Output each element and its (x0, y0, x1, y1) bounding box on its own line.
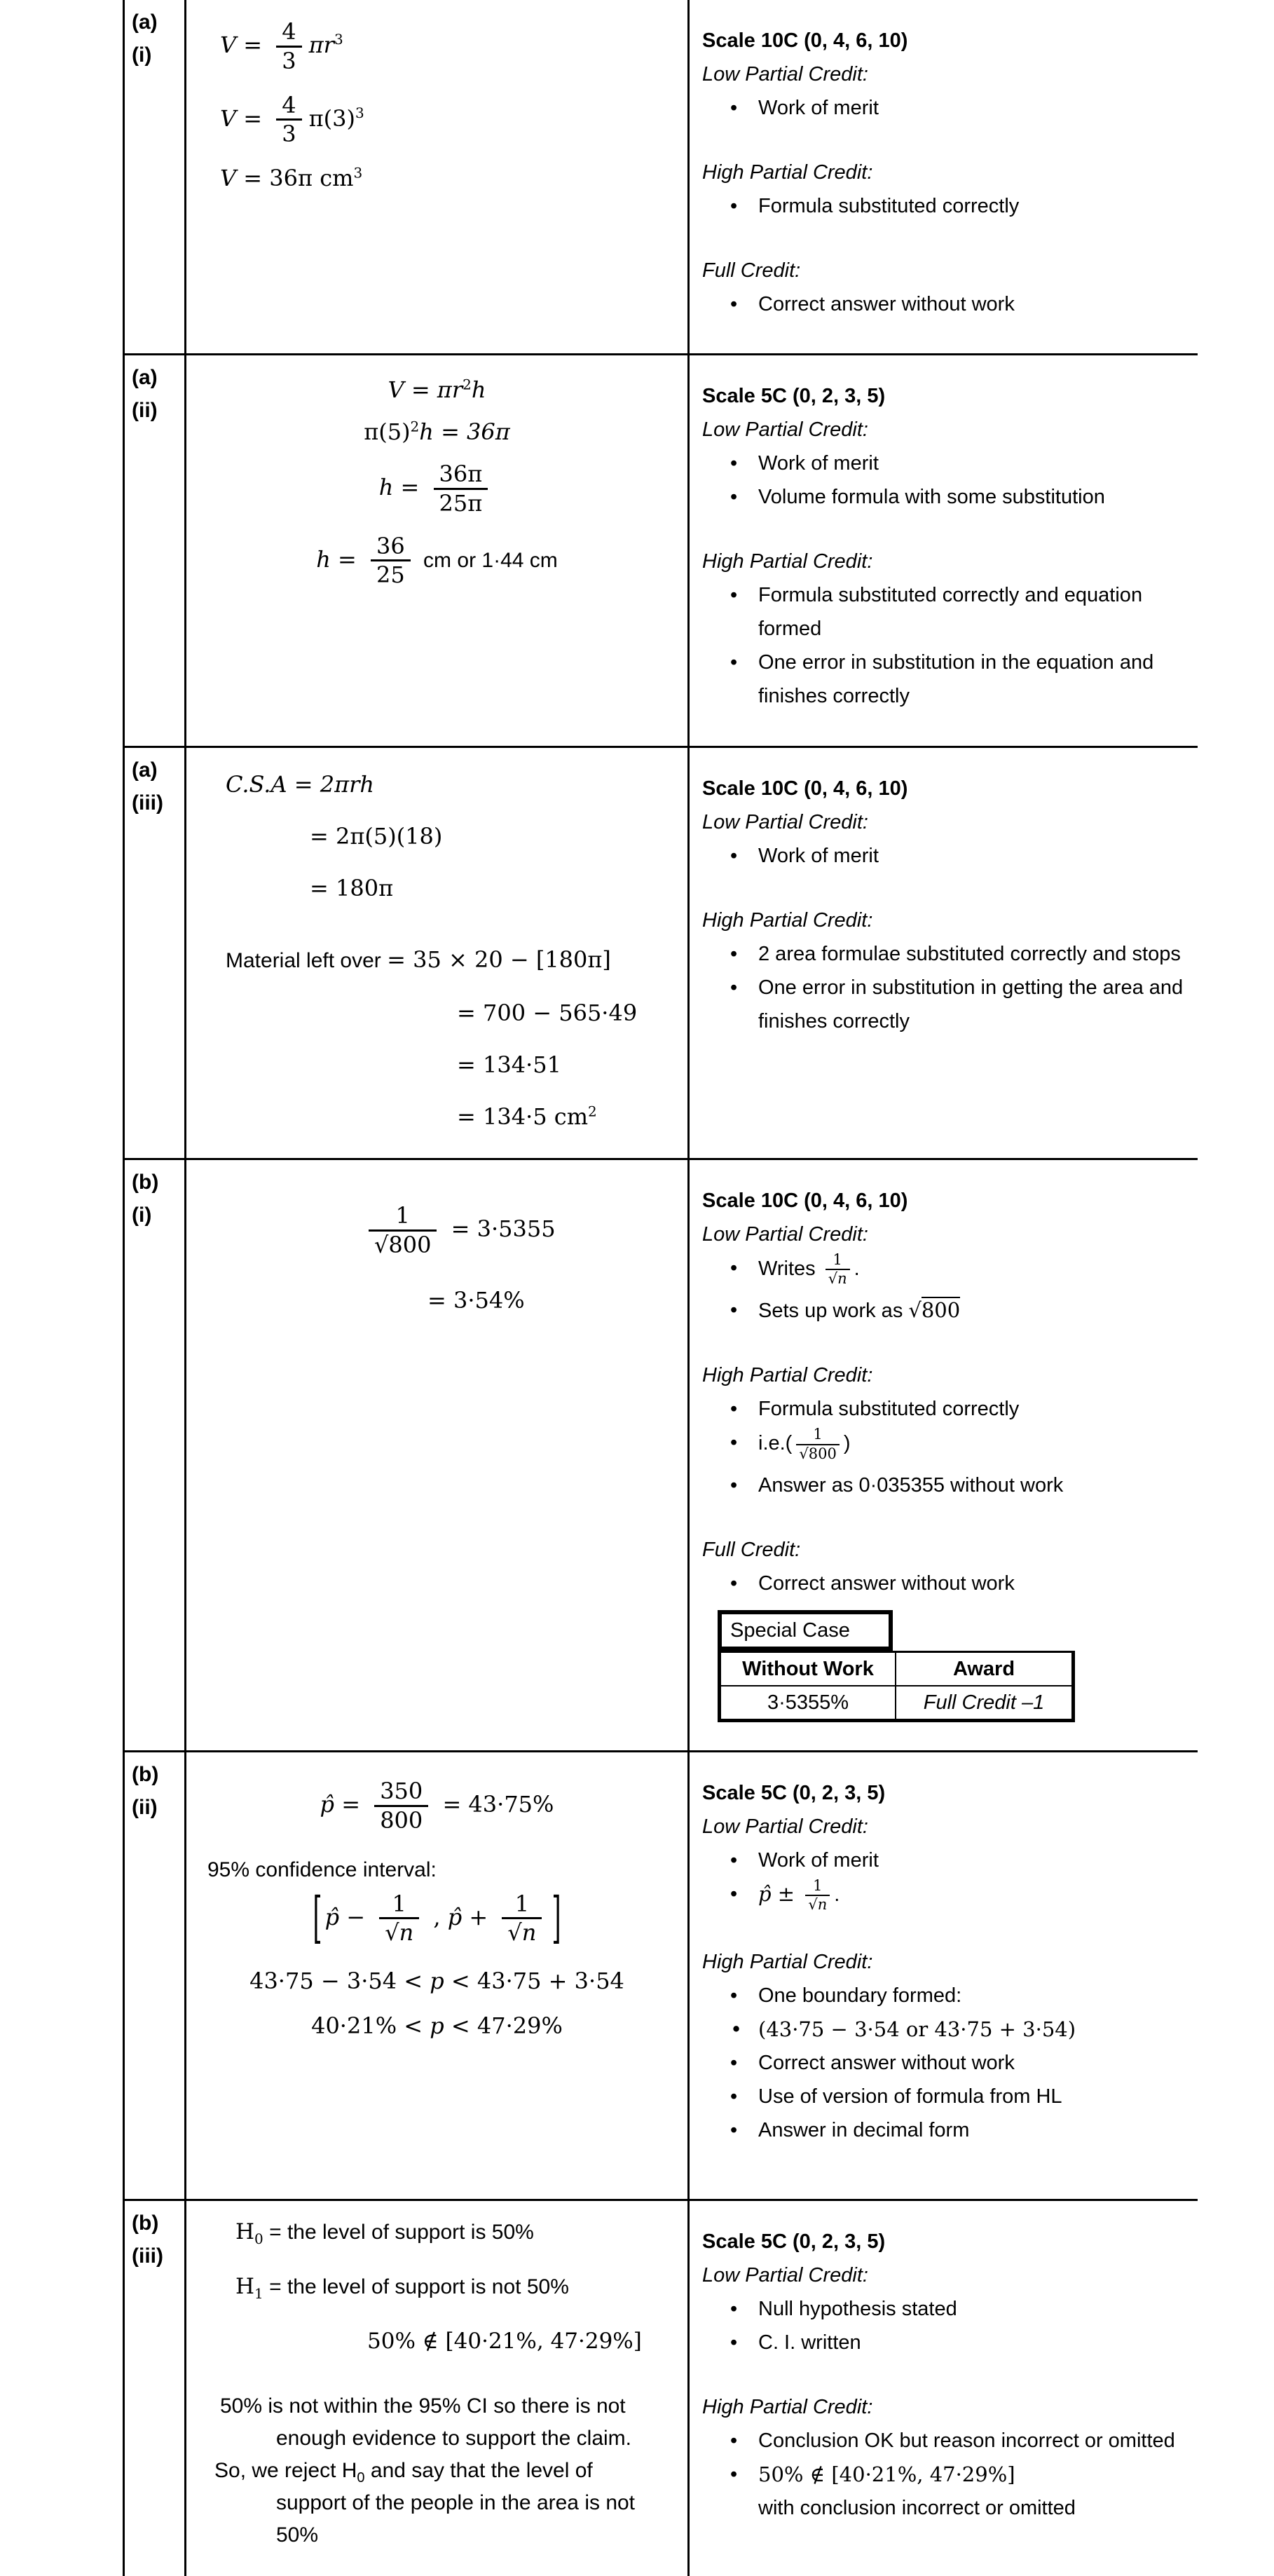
special-case-header: Special Case (718, 1610, 893, 1651)
formula-line (186, 2012, 687, 2039)
radical-sign: √ (828, 1270, 838, 1288)
part-label-sub: (ii) (132, 1796, 158, 1819)
math-text: 43·75 − 3·54 < (249, 1968, 430, 1995)
credit-bullet: • One boundary formed: (702, 1979, 1185, 2012)
math-var: V (220, 31, 237, 58)
fraction-numerator: 350 (380, 1778, 423, 1804)
part-label-sub: (i) (132, 1204, 152, 1227)
high-partial-credit-heading: High Partial Credit: (702, 1950, 873, 1973)
scale-cell (690, 1752, 1198, 2199)
low-partial-credit-heading: Low Partial Credit: (702, 811, 868, 833)
solution-cell (186, 2201, 690, 2576)
math-text: π(3) (308, 104, 355, 132)
solution-cell (186, 748, 690, 1158)
math-var: V (220, 165, 237, 192)
conclusion-text: 50% (276, 2523, 319, 2547)
part-label (125, 355, 186, 746)
text-line: = the level of support is not 50% (263, 2275, 569, 2298)
math-text: 40·21% < (311, 2012, 430, 2040)
math-text: = 3·54% (427, 1286, 525, 1314)
table-row (125, 748, 1198, 1160)
cell-value: 3·5355% (721, 1686, 896, 1719)
credit-bullet: • One error in substitution in getting the area and finishes correctly (702, 971, 1185, 1038)
radicand: 800 (388, 1229, 431, 1258)
credit-bullet: • Work of merit (702, 447, 1185, 480)
radicand: n (522, 1917, 537, 1946)
radicand: n (837, 1270, 847, 1288)
low-partial-credit-heading: Low Partial Credit: (702, 2264, 868, 2287)
part-label-sub: (i) (132, 43, 152, 67)
math-text: = (236, 104, 270, 132)
part-label-main: (b) (132, 1763, 159, 1786)
superscript: 2 (588, 1103, 597, 1120)
bullet-math: p̂ ± (758, 1882, 802, 1906)
scale-cell (690, 2201, 1198, 2576)
math-var: V (388, 376, 404, 403)
math-text: = 134·51 (457, 1051, 561, 1078)
fraction-denominator (805, 1895, 830, 1914)
superscript: 3 (353, 164, 363, 182)
table-row (125, 1752, 1198, 2201)
solution-cell (186, 0, 690, 353)
fraction-numerator: 36 (376, 532, 405, 559)
math-text: = 35 × 20 − [180π] (387, 946, 611, 973)
part-label (125, 1752, 186, 2199)
bullet-text: . (834, 1883, 840, 1906)
left-bracket: [ (313, 1886, 322, 1951)
formula-line (186, 2274, 687, 2303)
math-unit: cm (320, 165, 354, 192)
math-var: h (471, 376, 486, 403)
table-row (125, 1160, 1198, 1752)
math-text: = 180π (310, 875, 394, 901)
credit-bullet: • Work of merit (702, 1844, 1185, 1877)
conclusion-text: and say that the level of (364, 2459, 593, 2482)
scale-cell (690, 1160, 1198, 1750)
fraction-denominator: 3 (276, 46, 301, 75)
conclusion-text (186, 2455, 687, 2487)
scale-cell (690, 355, 1198, 746)
formula-line (220, 92, 687, 149)
column-header: Award (896, 1653, 1071, 1686)
formula-line (362, 1202, 687, 1259)
math-var: p (430, 1968, 444, 1995)
credit-bullet: • Answer as 0·035355 without work (702, 1468, 1185, 1502)
low-partial-credit-heading: Low Partial Credit: (702, 63, 868, 86)
math-unit-text: cm or 1·44 cm (417, 548, 558, 572)
superscript: 2 (463, 376, 472, 393)
part-label-main: (a) (132, 366, 158, 389)
math-text: < 47·29% (444, 2012, 563, 2040)
part-label-main: (b) (132, 1171, 159, 1194)
math-text: = (334, 1790, 368, 1818)
math-text: 50% ∉ [40·21%, 47·29%] (367, 2329, 642, 2354)
scale-title: Scale 5C (0, 2, 3, 5) (702, 2230, 886, 2253)
credit-bullet: • Formula substituted correctly (702, 189, 1185, 223)
table-row (125, 0, 1198, 355)
credit-bullet: • Null hypothesis stated (702, 2292, 1185, 2326)
credit-bullet (702, 1426, 1185, 1462)
full-credit-heading: Full Credit: (702, 259, 801, 282)
fraction (369, 1202, 437, 1259)
credit-bullet: • Work of merit (702, 91, 1185, 125)
fraction-denominator: 25 (371, 559, 411, 589)
fraction-numerator: 1 (813, 1426, 823, 1443)
credit-bullet: • Formula substituted correctly (702, 1392, 1185, 1426)
bullet-text: Writes (758, 1257, 821, 1280)
math-text: = 134·5 (457, 1103, 554, 1130)
math-unit: cm (554, 1103, 589, 1130)
formula-line (226, 821, 687, 852)
fraction (374, 1778, 428, 1834)
formula-line (186, 1968, 687, 1994)
high-partial-credit-heading: High Partial Credit: (702, 550, 873, 573)
math-text: , (426, 1903, 448, 1930)
low-partial-credit-heading: Low Partial Credit: (702, 418, 868, 441)
fraction-numerator: 36π (439, 461, 483, 487)
subscript: 0 (254, 2230, 263, 2248)
radicand: 800 (808, 1445, 837, 1462)
right-bracket: ] (552, 1886, 561, 1951)
fraction-numerator: 1 (392, 1890, 406, 1917)
radical-expression (908, 1297, 960, 1322)
math-var: p̂ (320, 1790, 335, 1818)
radical-sign: √ (808, 1896, 818, 1914)
fraction-numerator: 4 (282, 91, 296, 118)
formula-line (220, 18, 687, 75)
part-label (125, 0, 186, 353)
part-label-sub: (ii) (132, 399, 158, 422)
radical-sign: √ (799, 1445, 809, 1462)
solution-cell (186, 1160, 690, 1750)
bullet-text: . (854, 1257, 860, 1280)
column-header: Without Work (721, 1653, 896, 1686)
credit-bullet: • Volume formula with some substitution (702, 480, 1185, 514)
bullet-math: • 50% ∉ [40·21%, 47·29%] (758, 2462, 1015, 2486)
scale-title: Scale 5C (0, 2, 3, 5) (702, 1782, 886, 1804)
radical-sign: √ (507, 1919, 522, 1947)
math-text: = (236, 31, 270, 58)
formula-line (427, 1287, 687, 1314)
formula-line (226, 997, 687, 1028)
table-row (125, 2201, 1198, 2576)
math-var: p (430, 2012, 444, 2040)
scale-cell (690, 0, 1198, 353)
formula-line (186, 461, 687, 517)
credit-bullet: • 2 area formulae substituted correctly and stops (702, 937, 1185, 971)
credit-bullet: • Correct answer without work (702, 287, 1185, 321)
fraction (826, 1251, 850, 1288)
formula-line (186, 533, 687, 590)
fraction-numerator: 1 (395, 1202, 410, 1229)
credit-bullet (702, 1251, 1185, 1288)
math-text: = (393, 473, 427, 500)
fraction (371, 533, 411, 590)
credit-bullet: • Correct answer without work (702, 2046, 1185, 2080)
part-label-sub: (iii) (132, 2244, 163, 2268)
cell-value: Full Credit –1 (923, 1691, 1045, 1714)
math-var: V (220, 104, 237, 132)
fraction-numerator: 1 (833, 1251, 842, 1268)
low-partial-credit-heading: Low Partial Credit: (702, 1815, 868, 1838)
part-label-main: (a) (132, 11, 158, 34)
solution-cell (186, 355, 690, 746)
part-label-main: (a) (132, 758, 158, 782)
fraction-denominator (826, 1269, 850, 1288)
fraction-denominator (796, 1444, 839, 1463)
superscript: 3 (334, 31, 343, 48)
math-var: h (378, 473, 394, 500)
fraction (805, 1877, 830, 1914)
fraction (276, 18, 301, 75)
bullet-text: i.e.( (758, 1432, 793, 1455)
fraction-denominator (502, 1917, 542, 1947)
text-label: Material left over (226, 949, 388, 972)
math-text: = 2π(5)(18) (310, 823, 443, 850)
credit-bullet (702, 2458, 1185, 2525)
math-text: πr (308, 31, 334, 58)
math-text: = πr (404, 376, 463, 403)
text-line: 95% confidence interval: (207, 1858, 437, 1881)
math-text: h = 36π (419, 418, 510, 445)
fraction (796, 1426, 839, 1462)
credit-bullet: • Conclusion OK but reason incorrect or omitted (702, 2424, 1185, 2458)
subscript: 1 (254, 2285, 263, 2303)
formula-line (226, 944, 687, 976)
credit-bullet (702, 1877, 1185, 1914)
conclusion-text: support of the people in the area is not (276, 2491, 636, 2514)
scale-title: Scale 5C (0, 2, 3, 5) (702, 385, 886, 407)
fraction (379, 1890, 419, 1947)
math-var: h (316, 545, 331, 573)
conclusion-text: 50% is not within the 95% CI so there is not (220, 2394, 626, 2418)
superscript: 3 (355, 104, 364, 121)
math-text: = 3·5355 (444, 1215, 556, 1242)
credit-bullet: • Work of merit (702, 839, 1185, 873)
part-label-main: (b) (132, 2212, 159, 2235)
special-case-table (718, 1610, 1185, 1722)
formula-line (226, 769, 687, 800)
superscript: 2 (410, 418, 420, 435)
subscript: 0 (357, 2470, 365, 2486)
math-text: C.S.A = 2πrh (226, 771, 375, 798)
credit-bullet: • (43·75 − 3·54 or 43·75 + 3·54) (702, 2012, 1185, 2046)
formula-line (226, 1101, 687, 1132)
fraction-denominator: 3 (276, 118, 301, 148)
math-text: p̂ + (447, 1903, 495, 1930)
bullet-text: Sets up work as (758, 1300, 909, 1323)
solution-cell (186, 1752, 690, 2199)
math-var: H (235, 2219, 255, 2244)
high-partial-credit-heading: High Partial Credit: (702, 2396, 873, 2418)
math-text: < 43·75 + 3·54 (444, 1968, 624, 1995)
math-text: π(5) (364, 418, 411, 445)
fraction-denominator: 800 (374, 1805, 428, 1834)
credit-bullet: • Correct answer without work (702, 1567, 1185, 1600)
fraction-numerator: 1 (813, 1877, 823, 1895)
low-partial-credit-heading: Low Partial Credit: (702, 1223, 868, 1246)
fraction-denominator: 25π (434, 488, 488, 517)
full-credit-heading: Full Credit: (702, 1538, 801, 1561)
high-partial-credit-heading: High Partial Credit: (702, 161, 873, 184)
credit-bullet: • Use of version of formula from HL (702, 2080, 1185, 2113)
fraction (276, 92, 301, 149)
high-partial-credit-heading: High Partial Credit: (702, 909, 873, 932)
part-label (125, 748, 186, 1158)
fraction (434, 461, 488, 517)
math-text: = 43·75% (435, 1790, 554, 1818)
bullet-text: ) (843, 1432, 851, 1455)
math-text: = 36π (236, 165, 320, 192)
part-label (125, 2201, 186, 2576)
formula-line (186, 2219, 687, 2248)
math-text: = (330, 545, 364, 573)
fraction-numerator: 4 (282, 18, 296, 45)
math-var: H (235, 2274, 255, 2299)
formula-line (186, 2329, 687, 2354)
scale-title: Scale 10C (0, 4, 6, 10) (702, 1190, 908, 1212)
fraction-denominator (369, 1229, 437, 1259)
formula-line (186, 418, 687, 445)
high-partial-credit-heading: High Partial Credit: (702, 1364, 873, 1387)
radicand: n (399, 1917, 414, 1946)
formula-line (226, 1049, 687, 1080)
part-label-sub: (iii) (132, 791, 163, 815)
math-text: p̂ − (324, 1903, 373, 1930)
fraction (502, 1890, 542, 1947)
radical-sign: √ (374, 1231, 389, 1258)
credit-bullet: • One error in substitution in the equation and finishes correctly (702, 646, 1185, 713)
credit-bullet: • C. I. written (702, 2326, 1185, 2359)
math-text: = 700 − 565·49 (457, 1000, 638, 1026)
formula-line (186, 376, 687, 403)
special-case-grid (718, 1651, 1075, 1722)
radicand: n (817, 1896, 828, 1914)
text-line: = the level of support is 50% (263, 2221, 534, 2244)
bullet-text: with conclusion incorrect or omitted (758, 2497, 1076, 2519)
credit-bullet: • Answer in decimal form (702, 2113, 1185, 2147)
formula-line (220, 165, 687, 191)
scale-title: Scale 10C (0, 4, 6, 10) (702, 777, 908, 800)
scale-cell (690, 748, 1198, 1158)
fraction-numerator: 1 (514, 1890, 530, 1917)
part-label (125, 1160, 186, 1750)
radical-sign: √ (385, 1919, 399, 1947)
credit-bullet (702, 1293, 1185, 1328)
scale-title: Scale 10C (0, 4, 6, 10) (702, 29, 908, 52)
table-row (125, 355, 1198, 748)
fraction-denominator (379, 1917, 419, 1947)
formula-line (186, 1886, 687, 1951)
formula-line (226, 873, 687, 904)
formula-line (186, 1778, 687, 1834)
marking-scheme-table (123, 0, 1198, 2576)
conclusion-text: enough evidence to support the claim. (276, 2427, 631, 2450)
conclusion-text: So, we reject H (214, 2459, 357, 2482)
radical-sign: √ (908, 1298, 922, 1323)
credit-bullet: • Formula substituted correctly and equation formed (702, 578, 1185, 646)
radicand: 800 (921, 1298, 961, 1323)
